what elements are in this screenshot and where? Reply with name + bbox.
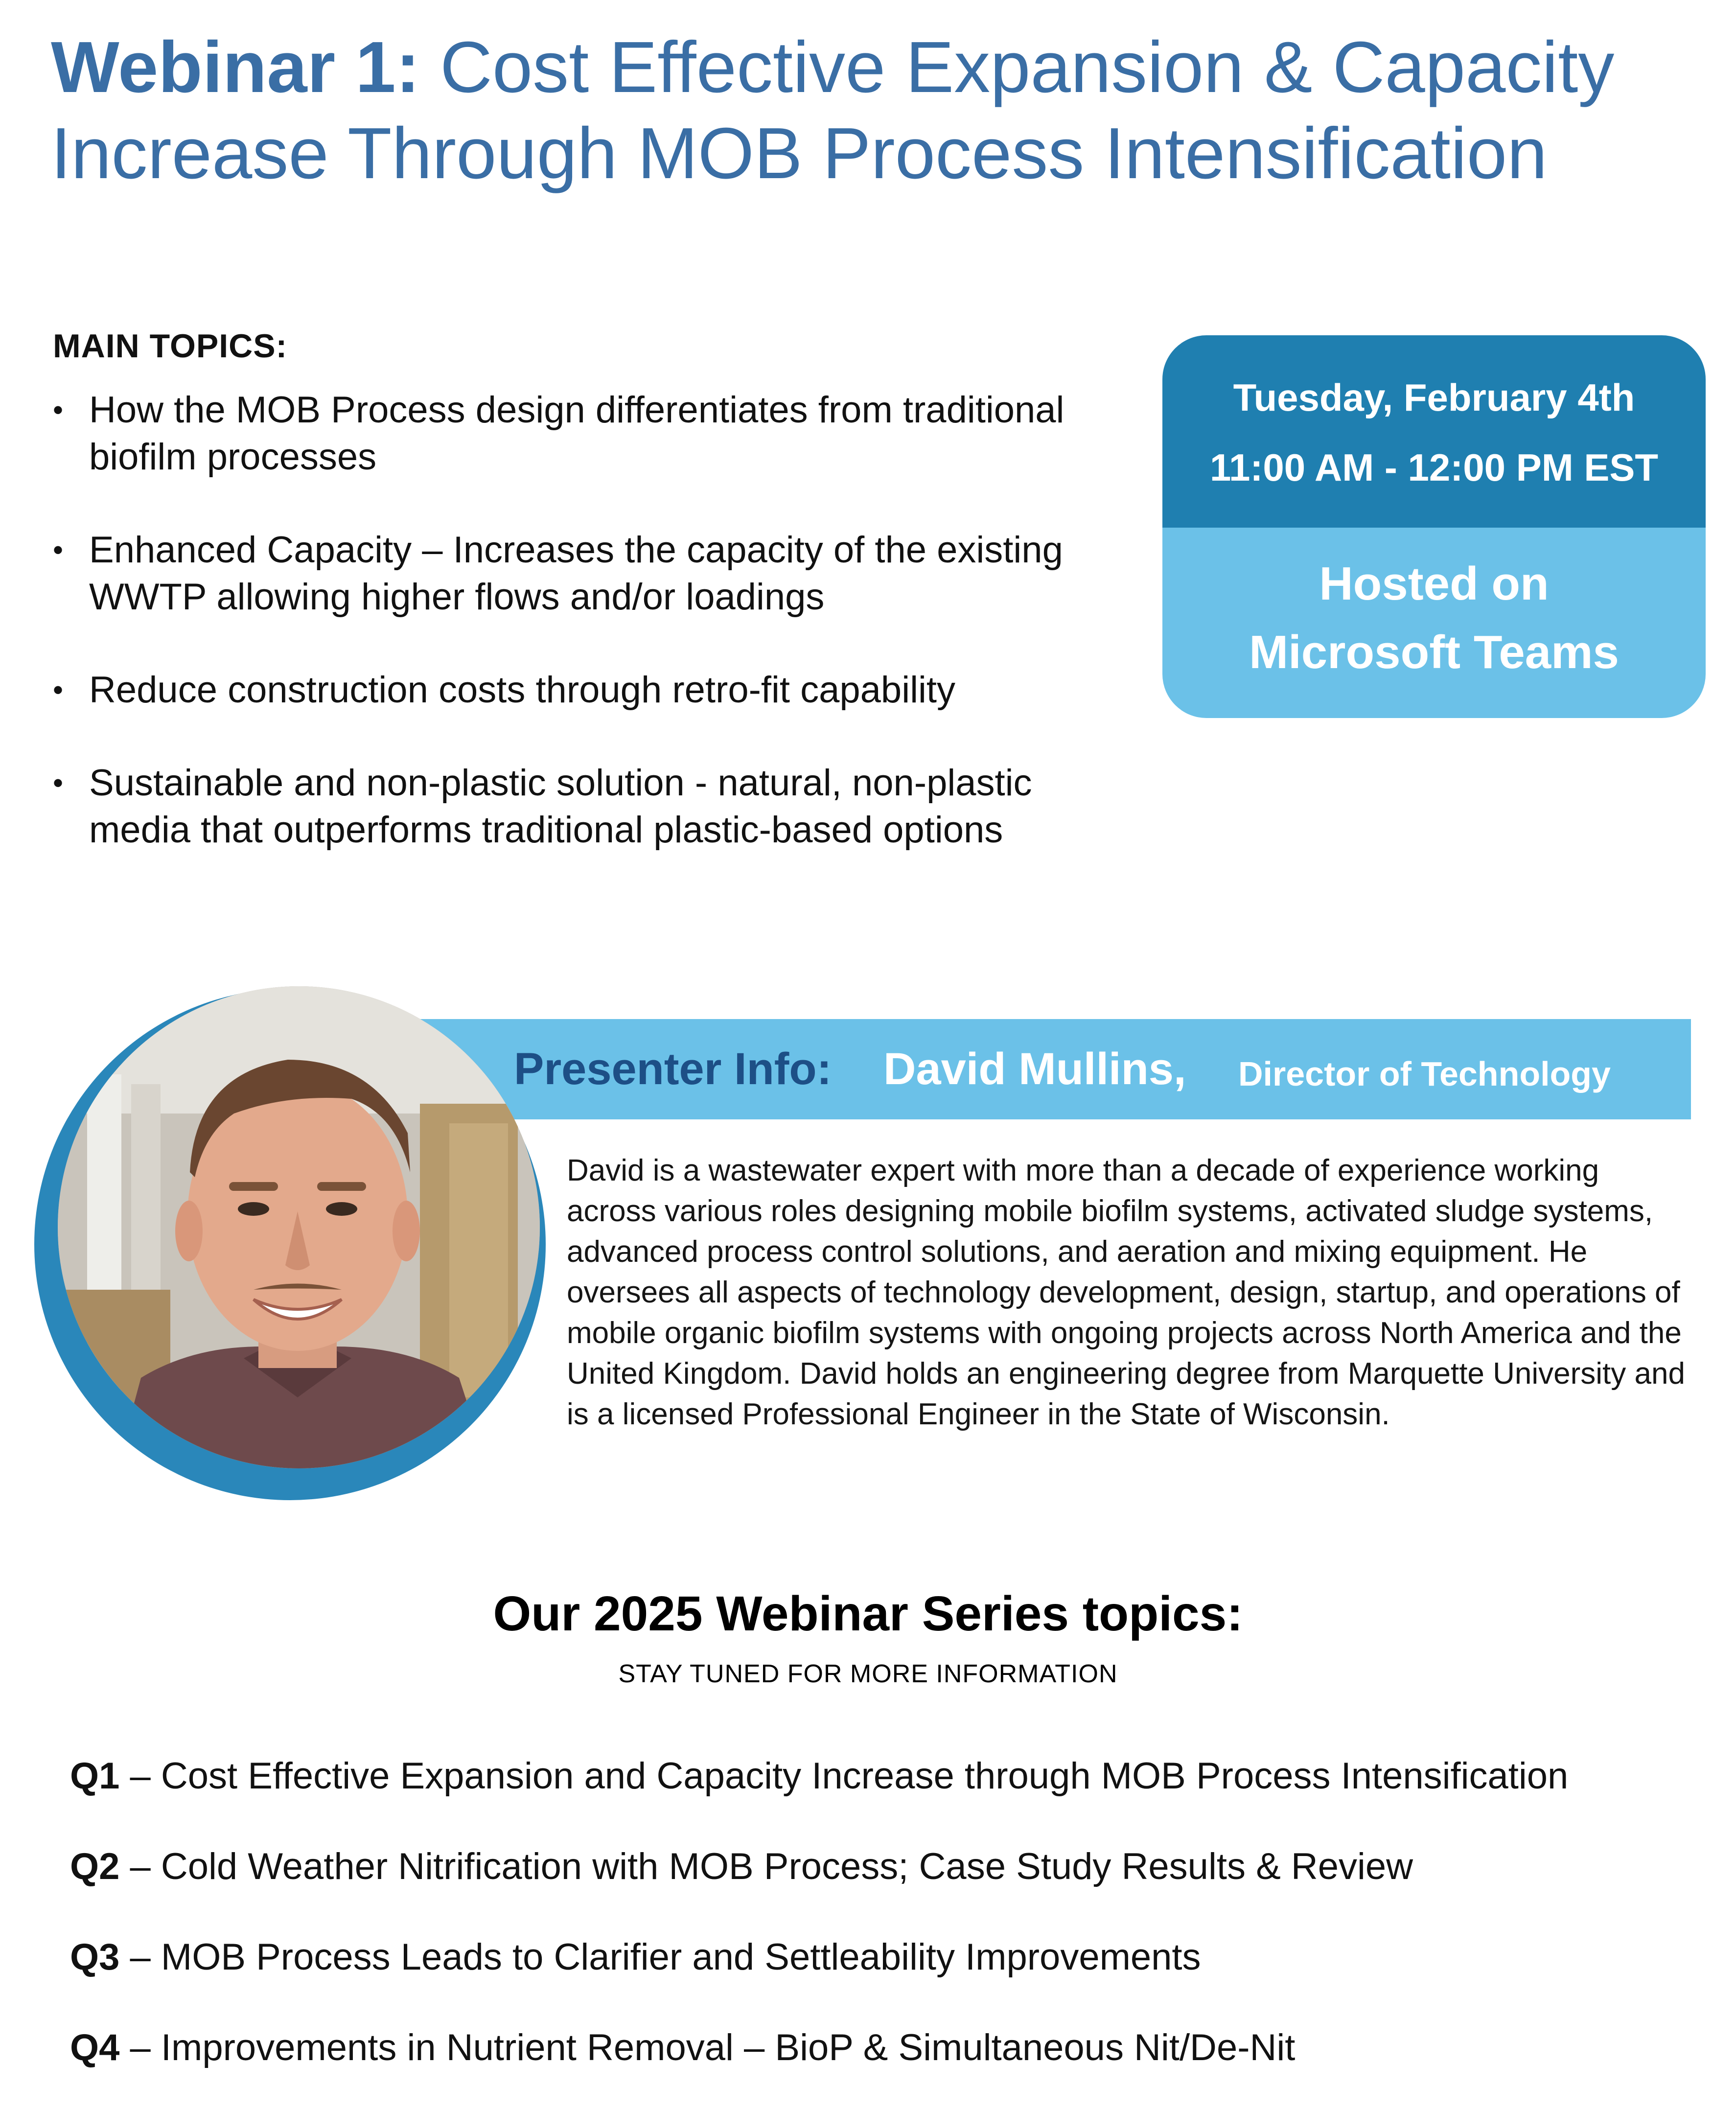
title-lead: Webinar 1: — [51, 27, 420, 108]
event-info-box — [1162, 335, 1706, 718]
series-item-text: – Cost Effective Expansion and Capacity Increase through MOB Process Intensification — [119, 1755, 1569, 1797]
series-item-q2 — [70, 1845, 1413, 1888]
event-time: 11:00 AM - 12:00 PM EST — [1209, 446, 1659, 489]
topic-item: • How the MOB Process design differentiates from traditional biofilm processes — [53, 387, 1130, 481]
presenter-label: Presenter Info: — [514, 1044, 832, 1094]
series-item-text: – Improvements in Nutrient Removal – BioP & Simultaneous Nit/De-Nit — [119, 2027, 1296, 2068]
hosted-on-text: Hosted on — [1319, 557, 1549, 610]
bullet-icon: • — [53, 534, 64, 566]
main-topics-list — [53, 387, 1130, 900]
hosted-platform: Microsoft Teams — [1249, 626, 1619, 678]
presenter-portrait-icon — [58, 986, 540, 1468]
presenter-name: David Mullins, — [883, 1044, 1186, 1094]
bullet-icon: • — [53, 673, 64, 706]
title-rest: Cost Effective Expansion & Capacity Increase Through MOB Process Intensification — [51, 27, 1615, 194]
topic-item: • Reduce construction costs through retro-fit capability — [53, 667, 1130, 714]
series-item-q1 — [70, 1755, 1568, 1797]
quarter-label: Q4 — [70, 2027, 120, 2068]
topic-item: • Enhanced Capacity – Increases the capacity of the existing WWTP allowing higher flows and/or loadings — [53, 527, 1130, 621]
event-date: Tuesday, February 4th — [1233, 376, 1635, 419]
main-topics-heading: MAIN TOPICS: — [53, 327, 288, 365]
bullet-icon: • — [53, 394, 64, 426]
series-subtitle: STAY TUNED FOR MORE INFORMATION — [618, 1660, 1118, 1688]
page-title — [51, 24, 1705, 197]
bullet-icon: • — [53, 766, 64, 799]
event-datetime-panel — [1162, 335, 1706, 528]
series-item-q3 — [70, 1936, 1201, 1978]
presenter-role: Director of Technology — [1238, 1055, 1611, 1093]
quarter-label: Q2 — [70, 1846, 120, 1887]
presenter-banner — [401, 1019, 1691, 1119]
event-host-panel — [1162, 528, 1706, 718]
series-title: Our 2025 Webinar Series topics: — [493, 1586, 1243, 1641]
series-item-text: – MOB Process Leads to Clarifier and Settleability Improvements — [119, 1936, 1201, 1978]
presenter-bio: David is a wastewater expert with more than a decade of experience working across various roles designing mobile biofilm systems, activated sludge systems, advanced process control solutions, and aeration and mixing equipment. He oversees all aspects of technology development, design, startup, and operations of mobile organic biofilm systems with ongoing projects across North America and the United Kingdom. David holds an engineering degree from Marquette University and is a licensed Professional Engineer in the State of Wisconsin. — [567, 1154, 1685, 1431]
presenter-photo — [58, 986, 540, 1468]
topic-item: • Sustainable and non-plastic solution - natural, non-plastic media that outperforms traditional plastic-based options — [53, 760, 1130, 854]
quarter-label: Q1 — [70, 1755, 120, 1797]
series-item-text: – Cold Weather Nitrification with MOB Process; Case Study Results & Review — [119, 1846, 1413, 1887]
quarter-label: Q3 — [70, 1936, 120, 1978]
series-item-q4 — [70, 2026, 1295, 2069]
